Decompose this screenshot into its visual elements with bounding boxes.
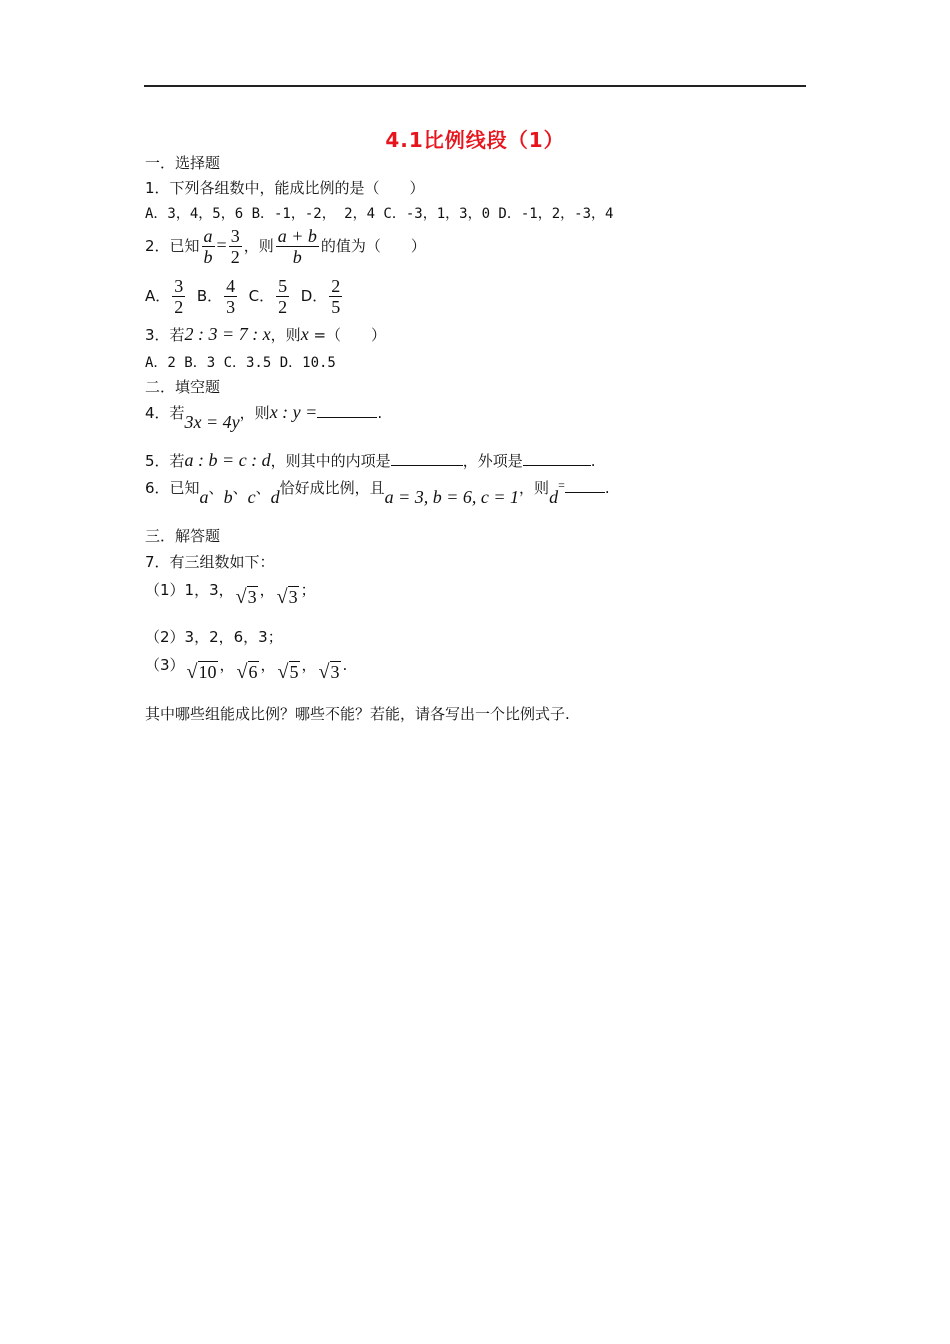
fraction-a-over-b: $\frac{a}{b}$ [203,226,213,267]
question-7-group-1: （1）1，3， √3 ， √3 ； [145,581,316,608]
answer-blank-d [565,478,605,493]
sqrt-3: √3 [318,661,340,683]
question-7-group-2: （2）3，2，6，3； [145,628,283,646]
question-3-stem: 3．若2 : 3 = 7 : x，则x =（ ） [145,324,387,344]
fraction-a-plus-b-over-b: $\frac{a + b}{b}$ [277,226,317,267]
inner-terms-blank [391,451,463,466]
outer-terms-blank [523,451,591,466]
sqrt-10: √10 [186,661,217,683]
sqrt-3: √3 [276,586,298,608]
question-3-options: A．2 B．3 C．3.5 D．10.5 [145,355,336,371]
sqrt-3: √3 [235,586,257,608]
question-7-prompt: 其中哪些组能成比例？哪些不能？若能，请各写出一个比例式子. [145,705,570,723]
ratio-expression: 2 : 3 = 7 : x [184,324,271,344]
question-4: 4．若3x = 4y，则x : y = . [145,402,383,432]
option-c-fraction: $\frac{5}{2}$ [278,276,288,317]
option-d-fraction: $\frac{2}{5}$ [331,276,341,317]
section-heading-fill: 二．填空题 [145,378,221,396]
answer-blank [317,403,377,418]
section-heading-choice: 一．选择题 [145,154,221,172]
option-a-fraction: $\frac{3}{2}$ [174,276,184,317]
question-1-options: A．3，4，5，6 B．-1，-2， 2，4 C．-3，1，3，0 D．-1，2，-3，4 [145,206,614,222]
sqrt-5: √5 [277,661,299,683]
page-title: 4.1比例线段（1） [385,128,565,152]
header-rule [144,85,806,87]
question-7-group-3: （3） √10 ， √6 ， √5 ， √3 . [145,656,348,683]
sqrt-6: √6 [236,661,258,683]
option-b-fraction: $\frac{4}{3}$ [226,276,236,317]
question-1-stem: 1．下列各组数中，能成比例的是（ ） [145,179,425,197]
question-5: 5．若a : b = c : d，则其中的内项是 ，外项是 . [145,450,596,470]
question-2-stem: 2．已知 $\frac{a}{b}$ = $\frac{3}{2}$ ，则 $\frac{a + b}{b}$ 的值为（ ） [145,226,426,267]
question-7-stem: 7．有三组数如下： [145,553,275,571]
section-heading-solve: 三．解答题 [145,527,221,545]
fraction-3-over-2: $\frac{3}{2}$ [230,226,240,267]
question-6: 6．已知a、b、c、d恰好成比例，且a = 3, b = 6, c = 1，则d= . [145,478,610,507]
question-2-options: A． $\frac{3}{2}$ B． $\frac{4}{3}$ C． $\frac{5}{2}$ D． $\frac{2}{5}$ [145,276,341,317]
